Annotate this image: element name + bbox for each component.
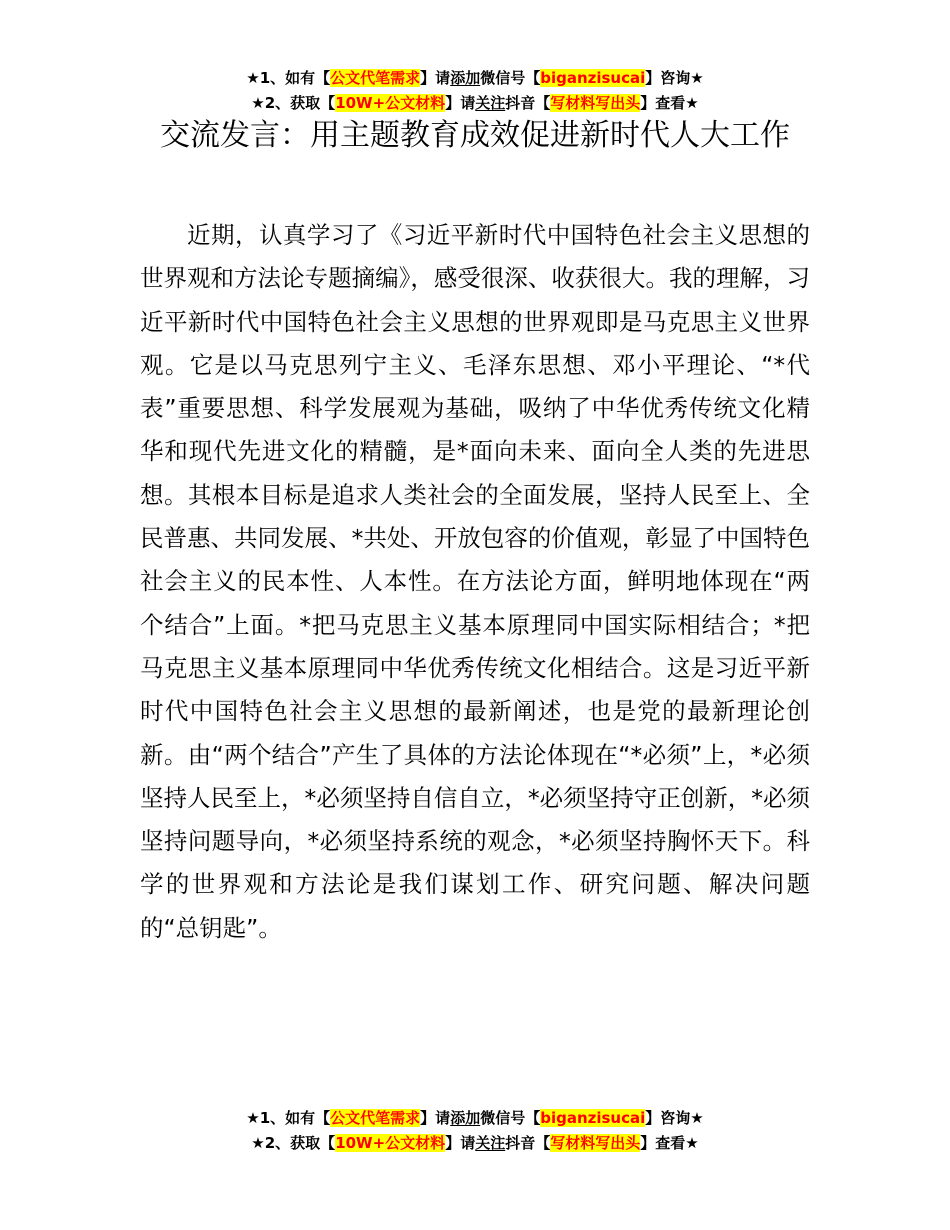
highlight-materials-label: 10W+公文材料 [335,1134,446,1152]
highlight-douyin-account: 写材料写出头 [550,94,641,112]
header-banner-line-1 [0,66,950,91]
banner-underlined-text: 添加 [450,1109,481,1127]
header-banner-line-2 [0,91,950,116]
banner-text: 】查看★ [640,94,699,112]
highlight-douyin-account: 写材料写出头 [550,1134,641,1152]
banner-underlined-text: 关注 [475,94,506,112]
footer-banner-line-1 [0,1106,950,1131]
document-paragraph: 近期，认真学习了《习近平新时代中国特色社会主义思想的世界观和方法论专题摘编》，感受很深、收获很大。我的理解，习近平新时代中国特色社会主义思想的世界观即是马克思主义世界观。它是以马克思列宁主义、毛泽东思想、邓小平理论、“*代表”重要思想、科学发展观为基础，吸纳了中华优秀传统文化精华和现代先进文化的精髓，是*面向未来、面向全人类的先进思想。其根本目标是追求人类社会的全面发展，坚持人民至上、全民普惠、共同发展、*共处、开放包容的价值观，彰显了中国特色社会主义的民本性、人本性。在方法论方面，鲜明地体现在“两个结合”上面。*把马克思主义基本原理同中国实际相结合；*把马克思主义基本原理同中华优秀传统文化相结合。这是习近平新时代中国特色社会主义思想的最新阐述，也是党的最新理论创新。由“两个结合”产生了具体的方法论体现在“*必须”上，*必须坚持人民至上，*必须坚持自信自立，*必须坚持守正创新，*必须坚持问题导向，*必须坚持系统的观念，*必须坚持胸怀天下。科学的世界观和方法论是我们谋划工作、研究问题、解决问题的“总钥匙”。 [140,221,810,942]
highlight-service-label: 公文代笔需求 [330,1109,421,1127]
highlight-wechat-id: biganzisucai [540,1109,646,1127]
banner-text: 】请 [420,69,451,87]
banner-text: ★2、获取【 [251,94,336,112]
banner-text: ★1、如有【 [246,1109,331,1127]
banner-text: 】请 [445,1134,476,1152]
banner-text: ★1、如有【 [246,69,331,87]
banner-text: 微信号【 [480,69,541,87]
header-banner [0,66,950,116]
banner-text: 】请 [420,1109,451,1127]
footer-banner-line-2 [0,1131,950,1156]
banner-text: 】查看★ [640,1134,699,1152]
highlight-materials-label: 10W+公文材料 [335,94,446,112]
banner-text: 】咨询★ [645,69,704,87]
banner-text: 】咨询★ [645,1109,704,1127]
banner-text: ★2、获取【 [251,1134,336,1152]
banner-text: 微信号【 [480,1109,541,1127]
highlight-service-label: 公文代笔需求 [330,69,421,87]
banner-text: 抖音【 [505,94,551,112]
footer-banner [0,1106,950,1156]
document-title: 交流发言：用主题教育成效促进新时代人大工作 [160,118,790,153]
highlight-wechat-id: biganzisucai [540,69,646,87]
banner-text: 】请 [445,94,476,112]
banner-underlined-text: 添加 [450,69,481,87]
banner-text: 抖音【 [505,1134,551,1152]
banner-underlined-text: 关注 [475,1134,506,1152]
